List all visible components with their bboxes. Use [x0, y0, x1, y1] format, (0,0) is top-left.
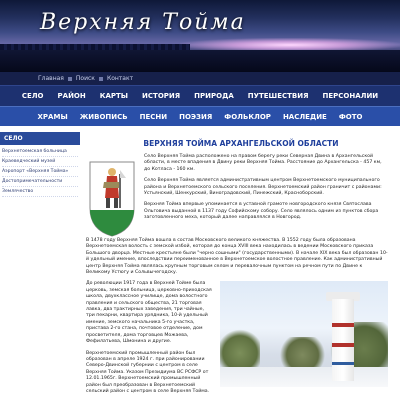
intro-section [86, 154, 396, 238]
monument-ornament [332, 323, 354, 327]
nav-pesni[interactable]: ПЕСНИ [139, 112, 168, 121]
home-link[interactable]: Главная [38, 75, 64, 82]
sidebar-list [0, 147, 80, 197]
nav-poeziya[interactable]: ПОЭЗИЯ [179, 112, 213, 121]
sidebar-item-sights[interactable]: Достопримечательности [2, 177, 78, 187]
lower-section [86, 281, 396, 400]
coat-of-arms-icon [86, 158, 138, 238]
district-paragraph: Верхнетоемский промышленный район был образован в апреле 1924 г. при районировании Северо-Двинской губернии с центром в селе Верхняя Тойма. Указом Президиума ВС РСФСР от 12.01.1965г. Верхнетоемский промышленный район был преобразован в Верхнетоемский сельский район с центром в селе Верхняя Тойма. [86, 350, 210, 394]
nav-folklor[interactable]: ФОЛЬКЛОР [224, 112, 271, 121]
intro-paragraph-1: Село Верхняя Тойма расположено на правом берегу реки Северная Двина в Архангельской области, в месте впадения в Двину реки Верхняя Тойма. Расстояние до Архангельска - 457 км, до Котласа - 160 км. [144, 154, 382, 172]
site-banner [0, 0, 400, 72]
sidebar-item-community[interactable]: Землячество [2, 187, 78, 197]
page-title: ВЕРХНЯЯ ТОЙМА АРХАНГЕЛЬСКОЙ ОБЛАСТИ [143, 139, 339, 148]
tree-left [220, 329, 260, 369]
nav-raion[interactable]: РАЙОН [57, 92, 86, 100]
nav-zhivopis[interactable]: ЖИВОПИСЬ [79, 112, 128, 121]
nav-selo[interactable]: СЕЛО [21, 92, 44, 100]
sidebar-item-hospital[interactable]: Верхнетоемская больница [2, 147, 78, 157]
utility-bar [0, 72, 400, 85]
nav-personalii[interactable]: ПЕРСОНАЛИИ [322, 92, 379, 100]
monument-column [332, 299, 354, 381]
monument-ornament [332, 343, 354, 347]
contact-link[interactable]: Контакт [106, 75, 134, 82]
intro-paragraph-2: Село Верхняя Тойма является административным центром Верхнетоемского муниципального района и Верхнетоемского сельского поселения. Верхнетоемский район граничит с районами: Устьянский, Шенкурский, Виноградовский, Пинежский, Красноборский. [144, 178, 382, 197]
history-paragraph: В 1478 году Верхняя Тойма вошла в состав Московского великого княжества. В 1552 году была образована Верхнетоемская волость с земской избой, которая до конца XVIII века находилась в ведении Московского приказа Большого дворца. Местные крестьяне были "черно сошными" (государственными). В начале XIX века был образован 10-й удельный имение, впоследствии переименованное в Верхнетоемское волостное правление. Как административный центр Верхняя Тойма являлась крупным торговым селом и перевалочным пунктом на речном пути по Двине к Великому Устюгу и Сольвычегодску. [86, 238, 388, 276]
main-content [86, 126, 396, 401]
history-section [86, 238, 396, 276]
nav-istoriya[interactable]: ИСТОРИЯ [142, 92, 181, 100]
nav-khramy[interactable]: ХРАМЫ [37, 112, 68, 121]
search-link[interactable]: Поиск [75, 75, 95, 82]
river-water [0, 50, 400, 72]
nav-priroda[interactable]: ПРИРОДА [194, 92, 234, 100]
nav-karty[interactable]: КАРТЫ [99, 92, 129, 100]
sidebar-heading: СЕЛО [0, 132, 80, 145]
intro-paragraph-3: Верхняя Тойма впервые упоминается в уставной грамоте новгородского князя Святослава Ольговича выданной в 1137 году Софийскому собору. Село являлось одним из пунктов сбора заготовленного меха, который далее направлялся в Новгород. [144, 202, 379, 221]
monument-ornament [332, 362, 354, 365]
sidebar [0, 126, 80, 401]
sidebar-item-museum[interactable]: Краеведческий музей [2, 157, 78, 167]
nav-foto[interactable]: ФОТО [338, 112, 363, 121]
secondary-nav [0, 106, 400, 126]
primary-nav [0, 85, 400, 106]
revolution-paragraph: До революции 1917 года в Верхней Тойме была церковь, земская больница, церковно-приходская школа, двухклассное училище, дома волостного правления и сельского общества, 21 торговая лавка, два трактирных заведения, три чайные, три пекарни, квартира урядника, 10-й удельный имение, земского начальника 5-го участка, пристава 2-го стана, почтовое отделение, дом просветителя, дома торговцев Можаева, Фефилатьева, Шмонина и другие. [86, 281, 212, 345]
tree-middle [280, 337, 325, 367]
lower-text [86, 281, 214, 400]
snow-ground [220, 367, 388, 387]
intro-paragraphs [144, 154, 396, 238]
site-title[interactable]: Верхняя Тойма [40, 10, 246, 35]
nav-puteshestviya[interactable]: ПУТЕШЕСТВИЯ [247, 92, 309, 100]
sidebar-item-airport[interactable]: Аэропорт «Верхняя Тойма» [2, 167, 78, 177]
separator-icon [68, 77, 72, 81]
content-area [0, 126, 400, 401]
monument-photo [220, 281, 388, 387]
nav-nasledie[interactable]: НАСЛЕДИЕ [282, 112, 327, 121]
separator-icon [99, 77, 103, 81]
